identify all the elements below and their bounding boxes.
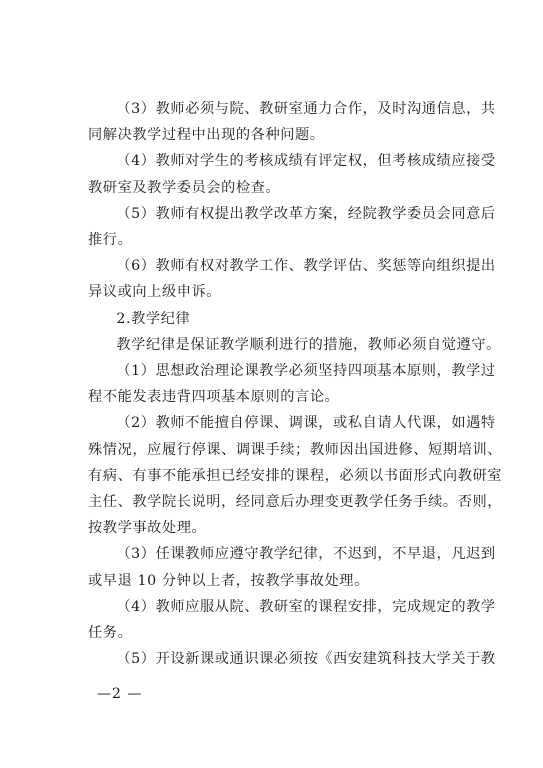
paragraph-rights-6 [88,253,496,305]
paragraph-rights-5 [88,201,496,253]
text-line: 同解决教学过程中出现的各种问题。 [88,127,325,144]
text-line: （2）教师不能擅自停课、调课，或私自请人代课，如遇特 [116,415,496,432]
section-heading-teaching-discipline [88,306,476,332]
text-line: （4）教师对学生的考核成绩有评定权，但考核成绩应接受 [116,153,496,170]
text-line: 程不能发表违背四项基本原则的言论。 [88,389,340,406]
text-line: （3）教师必须与院、教研室通力合作，及时沟通信息，共 [116,101,496,117]
text-line: 主任、教学院长说明，经同意后办理变更教学任务手续。否则， [88,494,503,511]
paragraph-discipline-3 [88,541,496,593]
body-text [88,96,503,672]
paragraph-discipline-4 [88,594,496,646]
paragraph-rights-3 [88,96,496,148]
text-line: 教学纪律是保证教学顺利进行的措施，教师必须自觉遵守。 [116,336,501,353]
text-line: 教研室及教学委员会的检查。 [88,179,281,196]
text-line: 异议或向上级申诉。 [88,284,222,301]
paragraph-discipline-intro [88,332,501,358]
text-line: 或早退 10 分钟以上者，按教学事故处理。 [88,572,369,589]
text-line: （1）思想政治理论课教学必须坚持四项基本原则，教学过 [116,363,496,380]
text-line: （4）教师应服从院、教研室的课程安排，完成规定的教学 [116,598,496,615]
text-line: （6）教师有权对教学工作、教学评估、奖惩等向组织提出 [116,258,496,275]
paragraph-rights-4 [88,148,496,200]
text-line: （5）教师有权提出教学改革方案，经院教学委员会同意后 [116,205,496,222]
paragraph-discipline-2 [88,410,503,541]
text-line: 按教学事故处理。 [88,520,207,537]
paragraph-discipline-5 [88,646,496,672]
text-line: 任务。 [88,625,133,642]
text-line: （5）开设新课或通识课必须按《西安建筑科技大学关于教 [116,651,496,668]
text-line: 2.教学纪律 [116,310,191,327]
page-number: —2 — [97,686,143,702]
text-line: 有病、有事不能承担已经安排的课程，必须以书面形式向教研室 [88,467,503,484]
text-line: 推行。 [88,232,133,249]
paragraph-discipline-1 [88,358,496,410]
text-line: 殊情况，应履行停课、调课手续；教师因出国进修、短期培训、 [88,441,503,458]
text-line: （3）任课教师应遵守教学纪律，不迟到，不早退，凡迟到 [116,546,496,563]
